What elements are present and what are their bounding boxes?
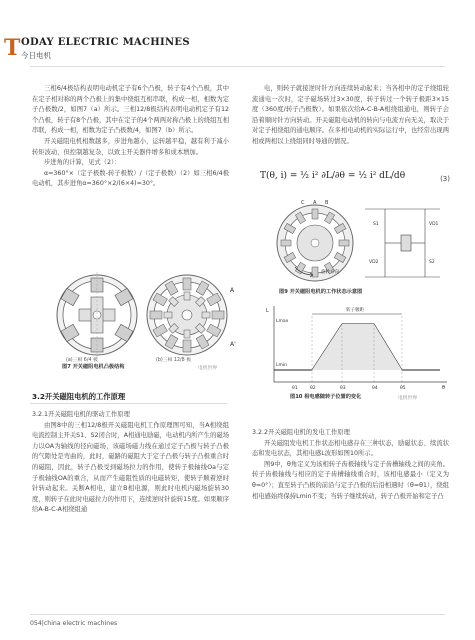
label-s2: S2: [429, 260, 435, 265]
xlabel: θ: [442, 385, 446, 390]
paragraph: 由图8中的三相12/8极开关磁阻电机工作原理图可知，当A相绕组电流控制主开关S1、S2闭合时，A相通电励磁，电动机内所产生的磁场力以OA为轴线的径向磁场，该磁场磁力线在通过定子凸极与转子凸极的气隙处是弯曲的，此时，磁路的磁阻大于定子凸极与转子凸极重合时的磁阻，因此，转子凸极受到磁场拉力的作用，使转子极轴线Oa与定子极轴线OA的重合，从而产生磁阻性质的电磁转矩，使转子顺着逆时针转动起来。关断A相电，建立B相电源，则此时电机内磁场旋转30度，则转子在此时电磁拉力的作用下，连续逆时针旋转15度。如果顺序给A-B-C-A相绕组通: [32, 421, 229, 514]
tick-theta3: θ3: [340, 386, 346, 390]
subsection-heading: 3.2.1开关磁阻电机的驱动工作原理: [32, 411, 130, 418]
left-column-top: [32, 84, 229, 190]
equation-number: (3): [440, 175, 450, 183]
period-label: 转子极距: [346, 308, 364, 313]
torque-equation: T(θ, i) = ½ i² ∂L/∂θ = ½ i² dL/dθ: [260, 171, 406, 181]
section-divider: [30, 403, 227, 404]
paragraph: 图9中，θ角定义为该相转子齿极轴线与定子齿槽轴线之间的夹角。转子齿极轴线与相应的定子齿槽轴线重合时，该相电感最小（定义为θ=0°）；直至转子凸极的前沿与定子凸极的后沿相遇时（θ=θ1），绕组相电感始终保持Lmin不变；当转子继续转动，转子凸极开始和定子凸: [252, 460, 449, 500]
fig7-sublabel-b: (b)三相 12/8 极: [156, 358, 192, 363]
paragraph: 开关磁阻电机相数越多，步进角越小，运转越平稳，越有利于减小转矩波动，但控制越复杂，以致主开关器件增多和成本增加。: [32, 137, 229, 156]
rotation-label: 旋转方向: [321, 270, 339, 275]
right-column-bottom: [252, 428, 449, 502]
motor-6-4-drawing: [57, 272, 137, 358]
paragraph: α=360°×（定子极数-转子极数）/（定子极数）（2）如三相6/4极电动机，其步进角α=360°×2/(6×4)=30°。: [32, 169, 229, 188]
fig7-watermark: 电机世界: [198, 366, 218, 371]
figure-10: [262, 302, 452, 402]
page-footer: 054|china electric machines: [30, 620, 118, 627]
header-initial: T: [4, 35, 21, 61]
paragraph: 步进角的计算，见式（2）：: [44, 159, 121, 167]
magazine-header: [4, 36, 254, 64]
label-s1: S1: [373, 222, 379, 227]
figure-7-drawing: [52, 270, 242, 360]
fig7-sublabel-a: (a)三相 6/4 极: [66, 358, 98, 363]
fig9-caption: 图9 开关磁阻电机的工作状态示意图: [279, 289, 363, 295]
drive-circuit-drawing: [365, 209, 440, 277]
phase-label-a: A: [230, 287, 235, 294]
motor-12-8-drawing: [147, 275, 227, 355]
figure-9: [265, 197, 455, 292]
lmax-label: Lmax: [276, 319, 289, 324]
fig7-caption: 图7 开关磁阻电机凸极结构: [62, 364, 125, 370]
label-vd2: VD2: [369, 260, 379, 265]
paragraph: 电，则转子就接逆时针方向连续转动起来；当各相中的定子绕组轮流通电一次时，定子磁场转过3×30度，转子转过一个转子极距3×15度（360度/转子凸极数）。如果依次给A-C-B-A相绕组通电，则转子会沿着顺时针方向转动。开关磁阻电动机的转向与电流方向无关，取决于对定子相绕组的通电顺序。在多相电动机的实际运行中，也经常出现两相或两相以上绕组同时导通的情况。: [252, 85, 449, 145]
fig10-watermark: 电机世界: [398, 396, 418, 401]
label-b: B: [325, 200, 329, 206]
header-divider: [30, 66, 445, 67]
tick-theta4: θ4: [372, 386, 378, 390]
magazine-title: ODAY ELECTRIC MACHINES: [21, 37, 190, 48]
figure-7: [52, 270, 242, 375]
phase-label-a-prime: A': [230, 341, 236, 348]
figure-9-drawing: [265, 197, 455, 285]
label-vd1: VD1: [429, 222, 439, 227]
srm-cross-section-drawing: [277, 205, 353, 281]
paragraph: 三相6/4极结构表明电动机定子有6个凸极，转子有4个凸极，其中在定子相对称的两个凸极上的集中绕组互相串联，构成一相，相数为定子凸极数/2，如图7（a）所示。三相12/8极结构表明电动机定子有12个凸极，转子有8个凸极，其中在定子的4个两两对称凸极上的绕组互相串联，构成一相，相数为定子凸极数/4，如图7（b）所示。: [32, 85, 229, 135]
equation-3: [250, 169, 450, 197]
ylabel: L: [266, 308, 269, 314]
inductance-plot: [262, 302, 452, 390]
label-a: A: [313, 200, 317, 206]
tick-theta2: θ2: [310, 386, 316, 390]
left-column-bottom: [32, 410, 229, 516]
fig10-caption: 图10 相电感随转子位置的变化: [290, 394, 362, 400]
tick-theta1: θ1: [292, 386, 298, 390]
paragraph: 开关磁阻发电机工作状态相电感存在三种状态，励磁状态、续流状态和发电状态，其相电感L波形如图10所示。: [252, 439, 449, 458]
column-name: 今日电机: [21, 51, 51, 60]
section-heading: 3.2开关磁阻电机的工作原理: [32, 392, 126, 401]
label-c: C: [301, 200, 305, 206]
right-column-top: [252, 84, 449, 148]
subsection-heading: 3.2.2开关磁阻电机的发电工作原理: [252, 429, 350, 436]
lmin-label: Lmin: [276, 363, 287, 368]
footer-divider: [30, 614, 445, 615]
tick-theta5: θ5: [400, 386, 406, 390]
